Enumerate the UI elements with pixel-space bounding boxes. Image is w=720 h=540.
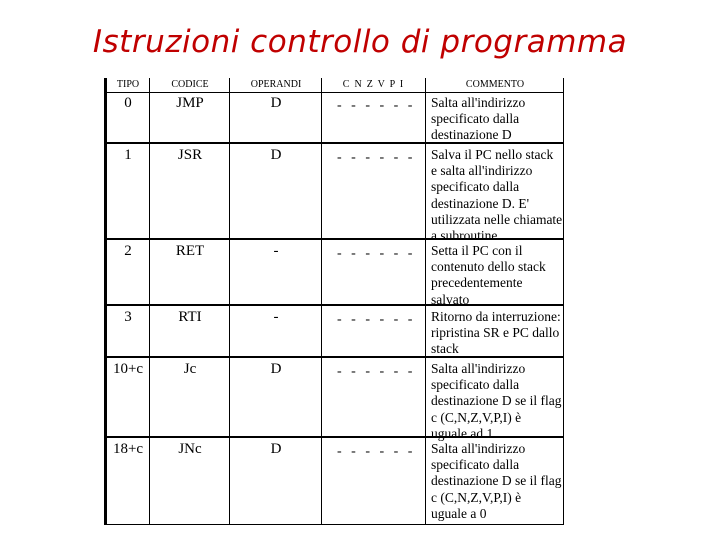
cell-codice: JMP xyxy=(176,95,204,111)
cell-flags: - - - - - - xyxy=(337,312,416,327)
cell-commento: Salta all'indirizzo specificato dalla destinazione D se il flag c (C,N,Z,V,P,I) è uguale a 0 xyxy=(431,441,562,521)
page-title: Istruzioni controllo di programma xyxy=(92,24,628,60)
cell-operandi: D xyxy=(270,441,282,457)
table-row xyxy=(107,240,563,306)
cell-flags: - - - - - - xyxy=(337,364,416,379)
cell-tipo: 0 xyxy=(124,95,132,111)
table-row xyxy=(107,144,563,244)
cell-flags: - - - - - - xyxy=(337,246,416,261)
instruction-table xyxy=(104,78,564,525)
cell-commento: Setta il PC con il contenuto dello stack precedentemente salvato xyxy=(431,243,546,307)
cell-codice: JSR xyxy=(177,147,203,163)
cell-operandi: D xyxy=(270,361,282,377)
cell-commento: Ritorno da interruzione: ripristina SR e PC dallo stack xyxy=(431,309,561,357)
cell-tipo: 18+c xyxy=(112,441,144,457)
cell-tipo: 1 xyxy=(124,147,132,163)
cell-tipo: 2 xyxy=(124,243,132,259)
cell-codice: RTI xyxy=(178,309,202,325)
cell-operandi: D xyxy=(270,147,282,163)
cell-commento: Salta all'indirizzo specificato dalla destinazione D se il flag c (C,N,Z,V,P,I) è uguale ad 1 xyxy=(431,361,562,441)
cell-commento: Salta all'indirizzo specificato dalla destinazione D xyxy=(431,95,526,143)
header-commento: COMMENTO xyxy=(465,79,525,90)
cell-commento: Salva il PC nello stack e salta all'indirizzo specificato dalla destinazione D. E' utilizzata nelle chiamate a subroutine xyxy=(431,147,563,244)
cell-flags: - - - - - - xyxy=(337,150,416,165)
cell-operandi: - xyxy=(273,309,279,325)
header-codice: CODICE xyxy=(171,79,209,90)
table-row xyxy=(107,358,563,441)
header-tipo: TIPO xyxy=(116,79,140,90)
cell-codice: JNc xyxy=(178,441,202,457)
header-flags: C N Z V P I xyxy=(342,79,404,90)
table-row xyxy=(107,306,563,358)
cell-tipo: 10+c xyxy=(112,361,144,377)
table-row xyxy=(107,92,563,144)
cell-operandi: D xyxy=(270,95,282,111)
table-header xyxy=(107,78,563,93)
cell-flags: - - - - - - xyxy=(337,444,416,459)
cell-codice: RET xyxy=(175,243,205,259)
header-operandi: OPERANDI xyxy=(250,79,302,90)
cell-flags: - - - - - - xyxy=(337,98,416,113)
cell-operandi: - xyxy=(273,243,279,259)
cell-tipo: 3 xyxy=(124,309,132,325)
table-row xyxy=(107,438,563,525)
cell-codice: Jc xyxy=(183,361,197,377)
